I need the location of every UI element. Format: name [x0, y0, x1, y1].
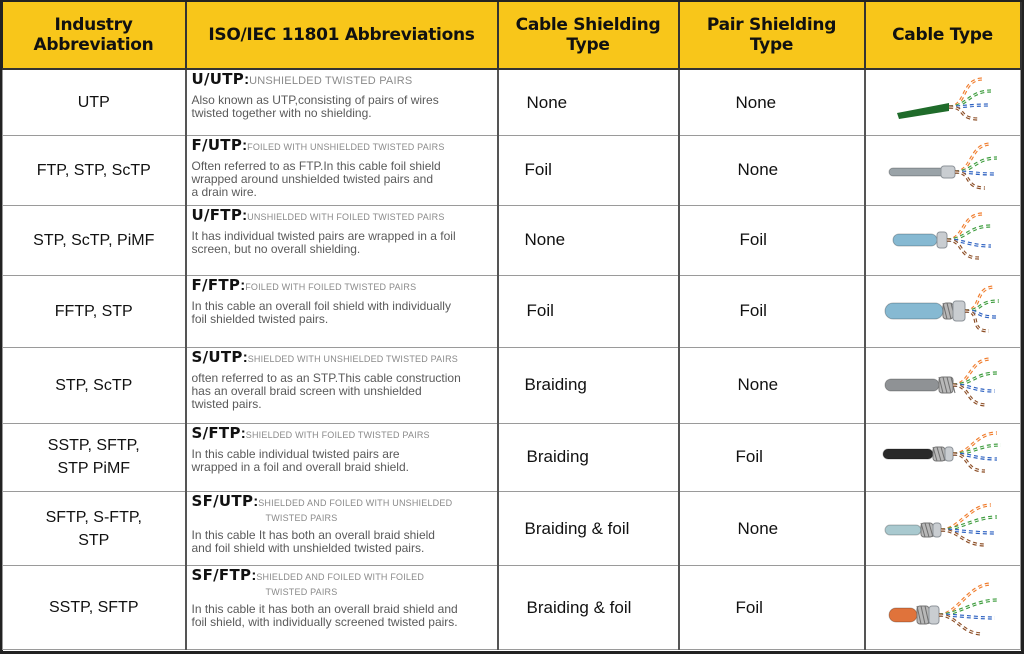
iso-description-line: foil shield, with individually screened twisted pairs.	[191, 615, 458, 630]
iso-colon: :	[253, 492, 259, 510]
pair-shielding-cell	[679, 136, 865, 206]
iso-subtitle: SHIELDED AND FOILED WITH UNSHIELDED	[258, 497, 453, 508]
cable-type-cell	[865, 205, 1021, 276]
iso-colon: :	[240, 425, 246, 443]
foil-shield	[933, 523, 941, 537]
cable-shielding-value: Braiding	[524, 375, 587, 395]
industry-abbreviation-line: SFTP, S-FTP,	[45, 508, 142, 526]
iso-description	[192, 94, 491, 120]
iso-subtitle: FOILED WITH UNSHIELDED TWISTED PAIRS	[247, 142, 445, 153]
iso-abbreviation-cell	[186, 69, 498, 136]
industry-abbreviation-cell	[3, 424, 186, 492]
cable-jacket	[883, 449, 933, 459]
futp-cable-icon	[879, 140, 1007, 200]
iso-description-line: In this cable individual twisted pairs are	[191, 447, 400, 462]
iso-description-line: In this cable It has both an overall braid shield	[191, 527, 435, 542]
iso-description-line: Also known as UTP,consisting of pairs of wires	[191, 93, 439, 107]
pair-shielding-value: None	[735, 92, 777, 112]
pair-shielding-cell	[679, 347, 865, 424]
industry-abbreviation-line: FFTP, STP	[54, 302, 133, 320]
cable-shielding-value: Foil	[524, 160, 552, 180]
pair-shielding-value: None	[737, 375, 779, 395]
iso-description-line: has an overall braid screen with unshielded	[191, 383, 422, 398]
iso-description-line: often referred to as an STP.This cable construction	[191, 370, 461, 385]
table-row	[3, 136, 1021, 206]
iso-description	[192, 300, 491, 326]
industry-abbreviation-line: SSTP, SFTP,	[47, 437, 140, 455]
table-row	[3, 566, 1021, 650]
sftp-cable-icon	[879, 427, 1007, 487]
fftp-cable-icon	[879, 281, 1007, 341]
wire-pair	[947, 214, 983, 240]
iso-description-line: a drain wire.	[191, 185, 257, 200]
cable-type-cell	[865, 491, 1021, 566]
header-cable-shielding-type: Cable Shielding Type	[498, 2, 679, 69]
wire-pair	[955, 144, 991, 172]
header-iso-abbreviations: ISO/IEC 11801 Abbreviations	[186, 2, 498, 69]
wire-pair	[955, 172, 985, 188]
pair-shielding-cell	[679, 69, 865, 136]
iso-abbreviation-cell	[186, 566, 498, 650]
foil-shield	[929, 606, 939, 624]
iso-description-line: twisted together with no shielding.	[191, 106, 372, 120]
iso-abbreviation-cell	[186, 276, 498, 348]
iso-description-line: screen, but no overall shielding.	[191, 241, 361, 256]
industry-abbreviation-cell	[3, 566, 186, 650]
cable-shielding-value: Foil	[526, 301, 554, 321]
foil-shield	[945, 447, 953, 461]
iso-abbreviation-cell	[186, 136, 498, 206]
iso-code: SF/UTP	[191, 491, 254, 510]
industry-abbreviation-cell	[3, 69, 186, 136]
industry-abbreviation-line: STP, ScTP	[55, 376, 133, 394]
industry-abbreviation-line: STP, ScTP, PiMF	[33, 231, 155, 249]
iso-subtitle: SHIELDED WITH UNSHIELDED TWISTED PAIRS	[247, 353, 458, 364]
pair-shielding-cell	[679, 566, 865, 650]
industry-abbreviation-cell	[3, 205, 186, 276]
table-row	[3, 69, 1021, 136]
iso-colon: :	[244, 71, 250, 88]
iso-subtitle: FOILED WITH FOILED TWISTED PAIRS	[245, 282, 417, 293]
cable-jacket	[889, 168, 949, 176]
iso-code: S/UTP	[191, 347, 243, 366]
iso-heading	[191, 424, 491, 443]
cable-type-cell	[865, 136, 1021, 206]
iso-subtitle-continued: TWISTED PAIRS	[265, 587, 338, 598]
iso-heading	[191, 276, 491, 295]
cable-jacket	[889, 608, 917, 622]
cable-shielding-value: Braiding & foil	[526, 597, 632, 617]
sfftp-cable-icon	[879, 578, 1007, 638]
pair-shielding-cell	[679, 205, 865, 276]
cable-shielding-cell	[498, 136, 679, 206]
industry-abbreviation-line: SSTP, SFTP	[48, 599, 139, 617]
cable-shielding-value: None	[524, 230, 566, 250]
cable-type-cell	[865, 347, 1021, 424]
iso-description	[192, 529, 491, 555]
iso-description-line: twisted pairs.	[191, 396, 262, 411]
pair-shielding-value: None	[737, 160, 779, 180]
iso-description-line: and foil shield with unshielded twisted pairs.	[191, 540, 425, 555]
iso-heading	[191, 566, 491, 585]
wire-pair	[949, 107, 979, 119]
foil-shield	[937, 232, 947, 248]
iso-description	[192, 448, 491, 474]
industry-abbreviation-cell	[3, 347, 186, 424]
cable-shielding-cell	[498, 205, 679, 276]
cable-type-cell	[865, 566, 1021, 650]
cable-comparison-table	[2, 2, 1022, 650]
utp-cable-icon	[879, 73, 1007, 133]
table-row	[3, 491, 1021, 566]
industry-abbreviation-cell	[3, 276, 186, 348]
sfutp-cable-icon	[879, 499, 1007, 559]
header-row	[3, 2, 1021, 69]
industry-abbreviation-line: UTP	[77, 94, 110, 111]
iso-code: U/FTP	[191, 205, 243, 224]
cable-jacket	[885, 379, 939, 391]
iso-heading	[191, 205, 491, 224]
wire-pair	[955, 158, 997, 172]
uftp-cable-icon	[879, 210, 1007, 270]
table-row	[3, 424, 1021, 492]
header-pair-shielding-type: Pair Shielding Type	[679, 2, 865, 69]
cable-shielding-cell	[498, 347, 679, 424]
cable-type-cell	[865, 424, 1021, 492]
wire-pair	[939, 600, 997, 615]
iso-subtitle: UNSHIELDED WITH FOILED TWISTED PAIRS	[247, 211, 445, 222]
iso-abbreviation-cell	[186, 491, 498, 566]
iso-description-line: In this cable it has both an overall braid shield and	[191, 602, 458, 617]
iso-code: F/UTP	[191, 136, 243, 155]
wire-pair	[965, 311, 989, 331]
iso-code: S/FTP	[191, 424, 241, 443]
cable-jacket	[893, 234, 937, 246]
iso-description	[192, 160, 491, 199]
iso-subtitle-continued: TWISTED PAIRS	[265, 512, 338, 523]
table-row	[3, 276, 1021, 348]
iso-subtitle: UNSHIELDED TWISTED PAIRS	[249, 75, 413, 87]
iso-colon: :	[242, 206, 248, 224]
iso-code: U/UTP	[191, 70, 245, 88]
iso-description	[192, 230, 491, 256]
cable-shielding-cell	[498, 566, 679, 650]
table-row	[3, 205, 1021, 276]
iso-description-line: Often referred to as FTP.In this cable foil shield	[191, 159, 441, 174]
cable-shielding-cell	[498, 424, 679, 492]
pair-shielding-value: None	[737, 518, 779, 538]
iso-abbreviation-cell	[186, 424, 498, 492]
industry-abbreviation-cell	[3, 136, 186, 206]
pair-shielding-value: Foil	[739, 230, 767, 250]
industry-abbreviation-cell	[3, 491, 186, 566]
cable-shielding-value: Braiding	[526, 447, 589, 467]
iso-colon: :	[242, 137, 248, 155]
cable-type-cell	[865, 276, 1021, 348]
iso-description-line: foil shielded twisted pairs.	[191, 312, 329, 327]
iso-abbreviation-cell	[186, 205, 498, 276]
iso-description-line: It has individual twisted pairs are wrapped in a foil	[191, 228, 456, 243]
header-industry-abbreviation: Industry Abbreviation	[3, 2, 186, 69]
iso-heading	[191, 491, 491, 510]
iso-description-line: wrapped in a foil and overall braid shield.	[191, 460, 409, 475]
wire-pair	[953, 359, 991, 385]
iso-description	[192, 603, 491, 629]
wire-pair	[965, 301, 999, 311]
iso-code: SF/FTP	[191, 566, 252, 585]
iso-colon: :	[240, 277, 246, 295]
industry-abbreviation-line: STP PiMF	[57, 460, 131, 478]
header-cable-type: Cable Type	[865, 2, 1021, 69]
iso-colon: :	[242, 348, 248, 366]
pair-shielding-cell	[679, 276, 865, 348]
cable-type-cell	[865, 69, 1021, 136]
iso-colon: :	[251, 567, 257, 585]
iso-subtitle: SHIELDED AND FOILED WITH FOILED	[256, 572, 425, 583]
cable-jacket	[897, 103, 949, 119]
industry-abbreviation-line: STP	[78, 531, 110, 549]
pair-shielding-value: Foil	[735, 597, 763, 617]
iso-subtitle: SHIELDED WITH FOILED TWISTED PAIRS	[245, 430, 430, 441]
iso-code: F/FTP	[191, 276, 241, 295]
iso-heading	[191, 70, 491, 88]
iso-description	[192, 372, 491, 411]
pair-shielding-value: Foil	[735, 447, 763, 467]
cable-shielding-value: Braiding & foil	[524, 518, 630, 538]
pair-shielding-value: Foil	[739, 301, 767, 321]
foil-shield	[941, 166, 955, 178]
iso-abbreviation-cell	[186, 347, 498, 424]
cable-shielding-value: None	[526, 92, 568, 112]
iso-heading	[191, 347, 491, 366]
industry-abbreviation-line: FTP, STP, ScTP	[36, 161, 151, 179]
sutp-cable-icon	[879, 355, 1007, 415]
iso-description-line: wrapped around unshielded twisted pairs and	[191, 172, 433, 187]
foil-shield	[953, 301, 965, 321]
cable-shielding-cell	[498, 276, 679, 348]
pair-shielding-cell	[679, 491, 865, 566]
cable-jacket	[885, 525, 921, 535]
pair-shielding-cell	[679, 424, 865, 492]
wire-pair	[939, 584, 991, 615]
iso-heading	[191, 136, 491, 155]
cable-shielding-cell	[498, 491, 679, 566]
table-row	[3, 347, 1021, 424]
cable-shielding-cell	[498, 69, 679, 136]
iso-description-line: In this cable an overall foil shield with individually	[191, 299, 451, 314]
cable-jacket	[885, 303, 943, 319]
